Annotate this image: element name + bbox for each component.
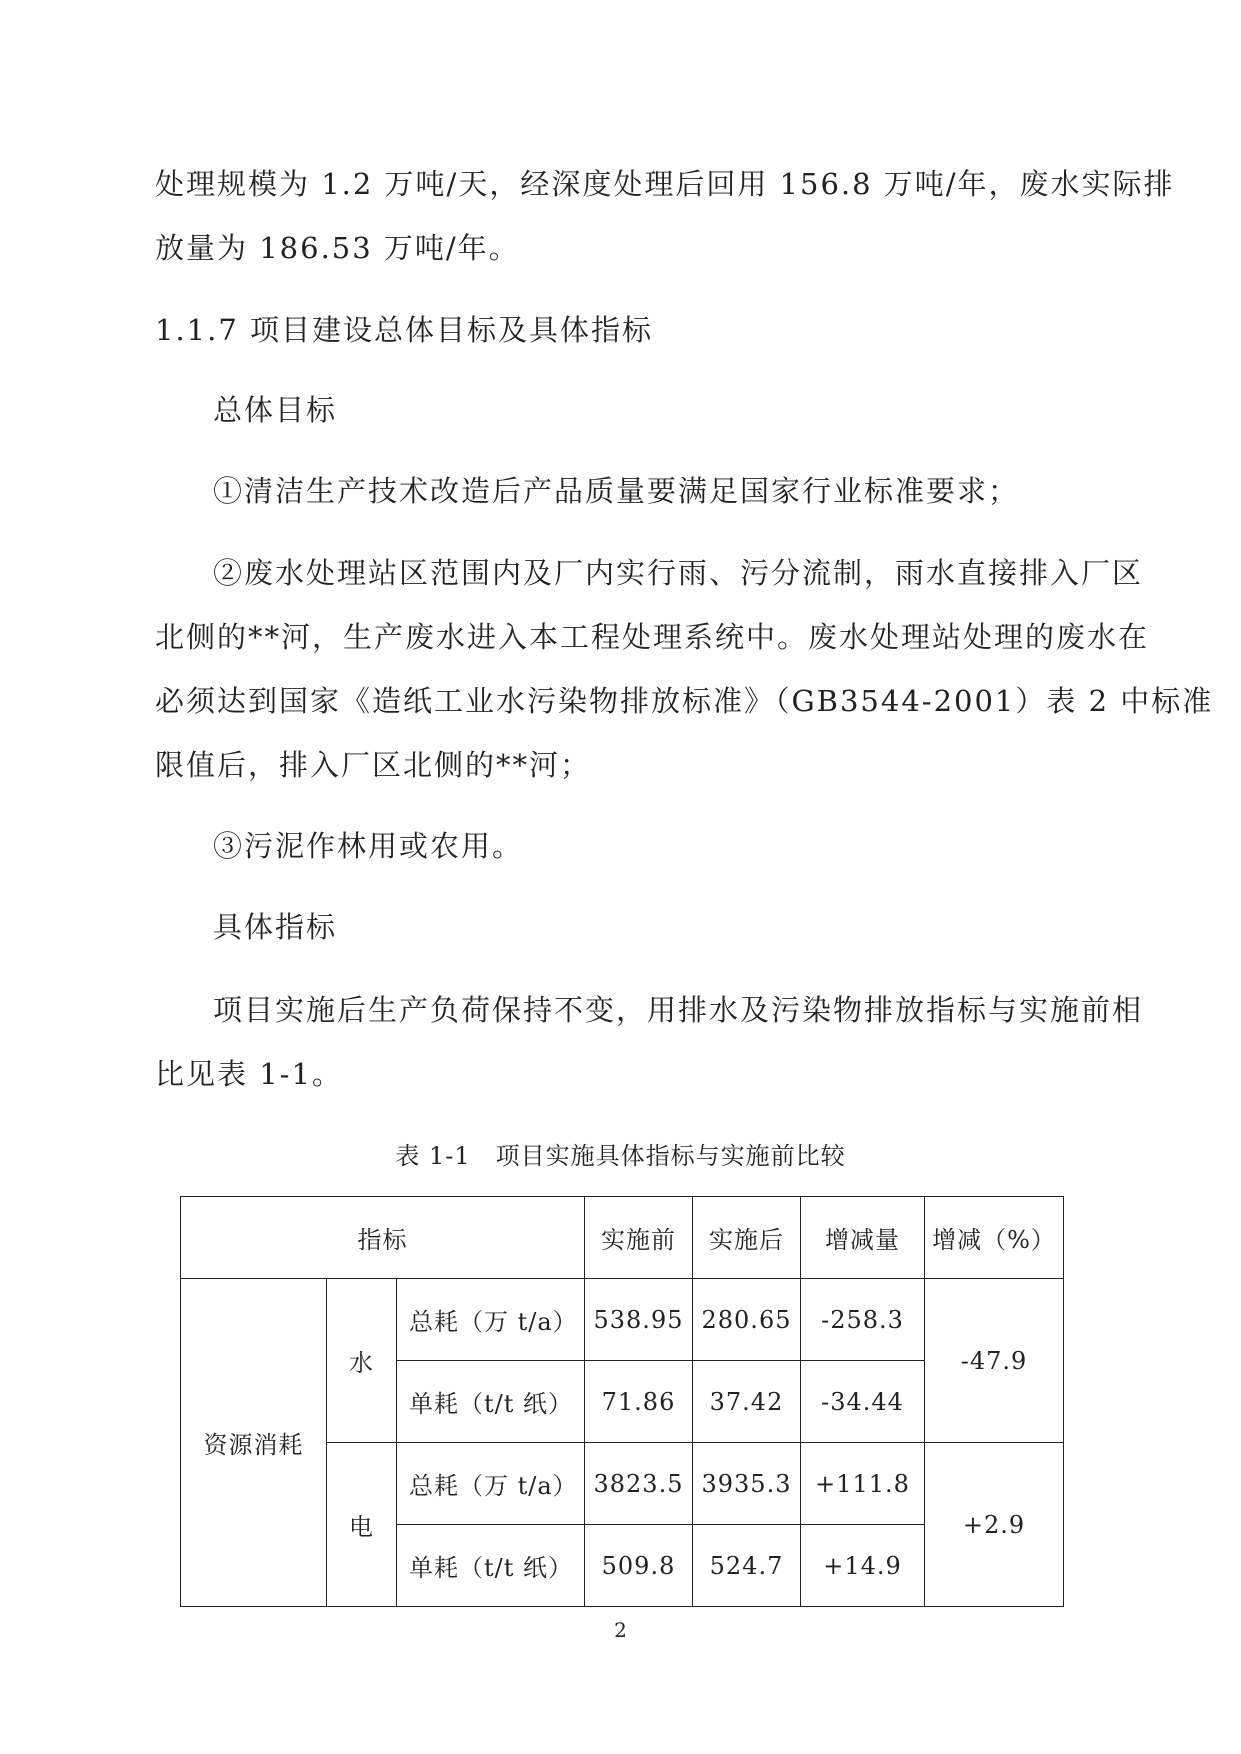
table-header-row (181, 1197, 1064, 1279)
section-heading: 1.1.7 项目建设总体目标及具体指标 (155, 313, 654, 347)
value-delta: +111.8 (801, 1443, 925, 1525)
row-label: 总耗（万 t/a） (397, 1443, 585, 1525)
value-delta: -258.3 (801, 1279, 925, 1361)
value-after: 3935.3 (693, 1443, 801, 1525)
list-item: ②废水处理站区范围内及厂内实行雨、污分流制，雨水直接排入厂区 (213, 556, 1144, 590)
subheading-specific-indicators: 具体指标 (213, 910, 338, 944)
row-label: 总耗（万 t/a） (397, 1279, 585, 1361)
value-after: 524.7 (693, 1525, 801, 1607)
value-before: 71.86 (585, 1361, 693, 1443)
table-caption: 表 1-1 项目实施具体指标与实施前比较 (395, 1142, 846, 1170)
paragraph-line: 必须达到国家《造纸工业水污染物排放标准》（GB3544-2001）表 2 中标准 (155, 684, 1214, 718)
group-name-cell: 电 (327, 1443, 397, 1607)
header-after: 实施后 (693, 1197, 801, 1279)
header-delta-percent: 增减（%） (925, 1197, 1064, 1279)
row-label: 单耗（t/t 纸） (397, 1525, 585, 1607)
table-row (181, 1279, 1064, 1361)
value-after: 37.42 (693, 1361, 801, 1443)
paragraph-line: 限值后，排入厂区北侧的**河； (155, 748, 592, 782)
value-delta: +14.9 (801, 1525, 925, 1607)
value-before: 509.8 (585, 1525, 693, 1607)
paragraph-line: 北侧的**河，生产废水进入本工程处理系统中。废水处理站处理的废水在 (155, 620, 1150, 654)
group-name-cell: 水 (327, 1279, 397, 1443)
paragraph-line: 处理规模为 1.2 万吨/天，经深度处理后回用 156.8 万吨/年，废水实际排 (155, 167, 1175, 201)
header-before: 实施前 (585, 1197, 693, 1279)
indicator-table (180, 1196, 1064, 1607)
value-delta-percent: +2.9 (925, 1443, 1064, 1607)
category-cell: 资源消耗 (181, 1279, 327, 1607)
page-number: 2 (614, 1618, 627, 1642)
value-before: 538.95 (585, 1279, 693, 1361)
value-after: 280.65 (693, 1279, 801, 1361)
row-label: 单耗（t/t 纸） (397, 1361, 585, 1443)
value-delta-percent: -47.9 (925, 1279, 1064, 1443)
paragraph-line: 比见表 1-1。 (155, 1057, 343, 1091)
value-delta: -34.44 (801, 1361, 925, 1443)
list-item: ①清洁生产技术改造后产品质量要满足国家行业标准要求； (213, 474, 1020, 508)
paragraph-line: 放量为 186.53 万吨/年。 (155, 231, 520, 265)
header-delta: 增减量 (801, 1197, 925, 1279)
header-indicator: 指标 (181, 1197, 585, 1279)
value-before: 3823.5 (585, 1443, 693, 1525)
paragraph-line: 项目实施后生产负荷保持不变，用排水及污染物排放指标与实施前相 (213, 993, 1144, 1027)
subheading-overall-goal: 总体目标 (213, 393, 338, 427)
list-item: ③污泥作林用或农用。 (213, 829, 524, 863)
